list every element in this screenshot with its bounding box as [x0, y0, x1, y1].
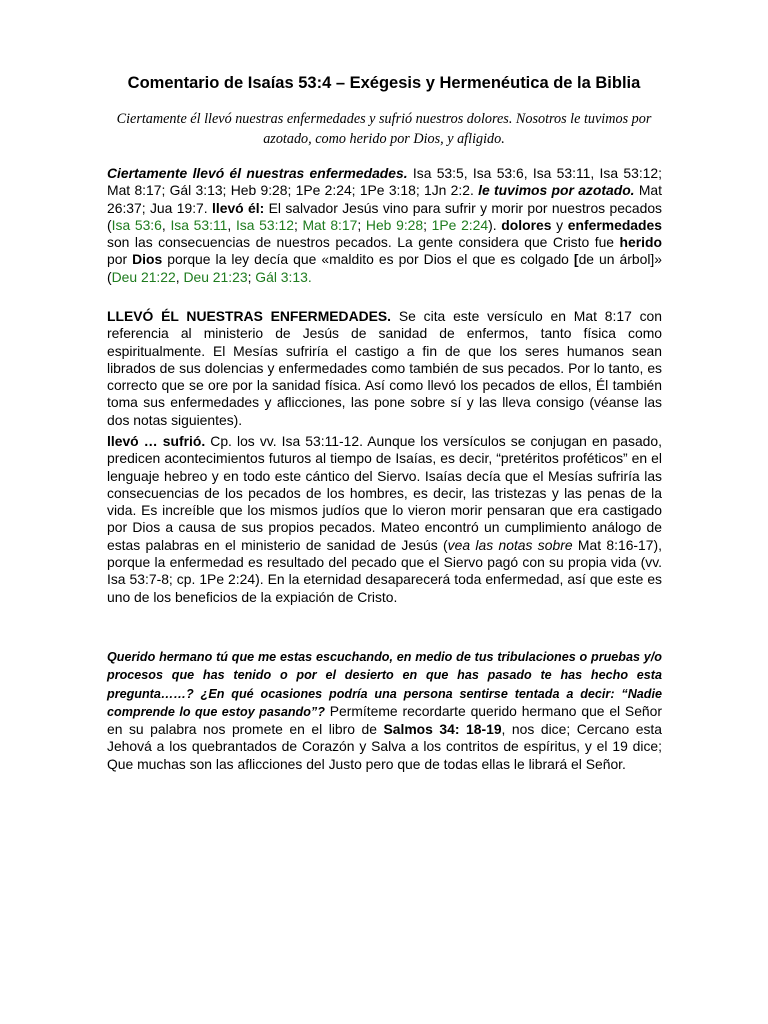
- p4-bold-italic-question: Querido hermano tú que me estas escuchando, en medio de tus tribulaciones o pruebas y/o procesos que has tenido o por el desierto en que has pasado te has hecho esta pregunta……? ¿En qué ocasiones podría una persona sentirse tentada a decir: “Nadie comprende lo que estoy pasando”?: [107, 650, 662, 719]
- scripture-link[interactable]: Heb 9:28: [365, 216, 424, 233]
- scripture-link[interactable]: Deu 21:23: [183, 268, 248, 285]
- p1-text-7: de un árbol]» (: [107, 251, 662, 285]
- p3-text-2: Mat 8:16-17), porque la enfermedad es resultado del pecado que el Siervo pagó con su propia vida (vv. Isa 53:7-8; cp. 1Pe 2:24). En la eternidad desaparecerá toda enfermedad, así que este es uno de los beneficios de la expiación de Cristo.: [107, 536, 662, 605]
- p1-text-4: son las consecuencias de nuestros pecados. La gente considera que Cristo fue: [107, 234, 620, 251]
- p1-bold-bracket: [: [573, 251, 579, 268]
- scripture-link[interactable]: Gál 3:13: [255, 268, 308, 285]
- paragraph-1: [107, 165, 662, 286]
- p1-heading-2: le tuvimos por azotado.: [478, 182, 635, 199]
- p1-heading-3: llevó él:: [212, 199, 265, 216]
- p1-final-period: .: [307, 268, 312, 285]
- scripture-link[interactable]: Isa 53:6: [111, 216, 162, 233]
- p1-text-1: El salvador Jesús vino para sufrir y morir por nuestros pecados (: [107, 199, 662, 233]
- p1-sep-1: ,: [161, 216, 171, 233]
- p1-bold-dolores: dolores: [501, 216, 552, 233]
- scripture-link[interactable]: Isa 53:12: [235, 216, 294, 233]
- p1-sep-4: ;: [357, 216, 366, 233]
- p2-heading: LLEVÓ ÉL NUESTRAS ENFERMEDADES.: [107, 308, 392, 324]
- p1-refs-2: Mat 26:37; Jua 19:7.: [107, 182, 662, 216]
- p1-refs: Isa 53:5, Isa 53:6, Isa 53:11, Isa 53:12; Mat 8:17; Gál 3:13; Heb 9:28; 1Pe 2:24; 1Pe 3:18; 1Jn 2:2.: [107, 165, 662, 199]
- p1-sep-7: ,: [175, 268, 184, 285]
- paragraph-4: [107, 648, 662, 773]
- p1-bold-enfermedades: enfermedades: [567, 216, 662, 233]
- verse-subtitle: Ciertamente él llevó nuestras enfermedades y sufrió nuestros dolores. Nosotros le tuvimos por azotado, como herido por Dios, y afligido.: [116, 111, 652, 147]
- p3-text-1: Cp. los vv. Isa 53:11-12. Aunque los versículos se conjugan en pasado, predicen acontecimientos futuros al tiempo de Isaías, es decir, “pretéritos proféticos” en el lenguaje hebreo y en todo este cántico del Siervo. Isaías decía que el Mesías sufriría las consecuencias de los pecados de los hombres, es decir, las tristezas y las penas de la vida. Es increíble que los mismos judíos que lo vieron morir pensaran que era castigado por Dios a causa de sus propios pecados. Mateo encontró un cumplimiento análogo de estas palabras en el ministerio de sanidad de Jesús (: [107, 433, 662, 553]
- p1-bold-dios: Dios: [132, 251, 163, 268]
- p1-sep-3: ;: [293, 216, 303, 233]
- p4-text-2: , nos dice; Cercano esta Jehová a los quebrantados de Corazón y Salva a los contritos de espíritus, y el 19 dice; Que muchas son las aflicciones del Justo pero que de todas ellas le librará el Señor.: [107, 721, 662, 772]
- p1-text-5: por: [107, 251, 133, 268]
- p1-bold-herido: herido: [619, 234, 662, 251]
- scripture-link[interactable]: 1Pe 2:24: [431, 216, 489, 233]
- p1-text-2: ).: [488, 216, 502, 233]
- p1-heading: Ciertamente llevó él nuestras enfermedades.: [107, 165, 408, 181]
- scripture-link[interactable]: Deu 21:22: [111, 268, 176, 285]
- scripture-link[interactable]: Isa 53:11: [170, 216, 228, 233]
- p3-italic: vea las notas sobre: [447, 536, 573, 553]
- paragraph-2: [107, 308, 662, 429]
- p4-bold-salmos: Salmos 34: 18-19: [383, 721, 502, 738]
- p1-text-3: y: [551, 216, 568, 233]
- p4-text-1: Permíteme recordarte querido hermano que el Señor en su palabra nos promete en el libro de: [107, 702, 662, 738]
- page-title: Comentario de Isaías 53:4 – Exégesis y Hermenéutica de la Biblia: [127, 74, 641, 92]
- p2-text: Se cita este versículo en Mat 8:17 con referencia al ministerio de Jesús de sanidad de enfermos, tanto física como espiritualmente. El Mesías sufriría el castigo a fin de que los seres humanos sean librados de sus dolencias y enfermedades como también de sus pecados. Por lo tanto, es correcto que se ore por la sanidad física. Así como llevó los pecados de ellos, Él también toma sus enfermedades y aflicciones, las pone sobre sí y las lleva consigo (véanse las dos notas siguientes).: [107, 308, 663, 428]
- p1-sep-5: ;: [423, 216, 432, 233]
- paragraph-3: [107, 433, 662, 606]
- scripture-link[interactable]: Mat 8:17: [302, 216, 358, 233]
- p1-sep-2: ,: [227, 216, 236, 233]
- p3-heading: llevó … sufrió.: [107, 433, 206, 449]
- p1-sep-8: ;: [247, 268, 256, 285]
- p1-text-6: porque la ley decía que «maldito es por Dios el que es colgado: [162, 251, 574, 268]
